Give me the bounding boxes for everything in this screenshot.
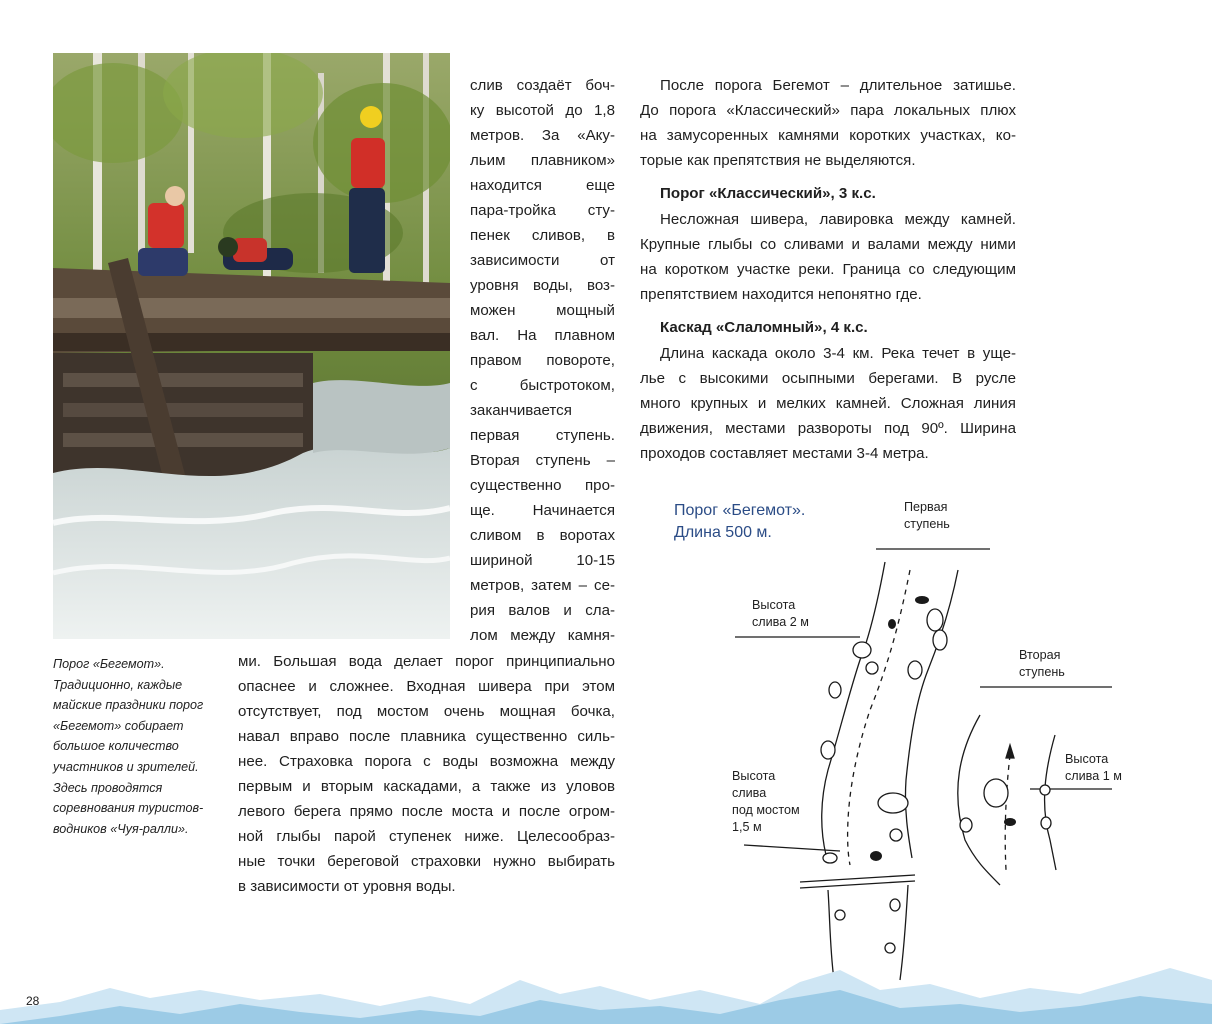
text-line: с быстротоком, (470, 377, 615, 394)
text-line: правом повороте, (470, 352, 615, 369)
text-line: рия валов и сла- (470, 602, 615, 619)
text-line: слив создаёт боч- (470, 77, 615, 94)
text-line: левого берега прямо после моста и после огром- (238, 803, 615, 820)
text-line: ми. Большая вода делает порог принципиально (238, 653, 615, 670)
narrow-text-column (470, 73, 615, 648)
text-line: ку высотой до 1,8 (470, 102, 615, 119)
text-line: в зависимости от уровня воды. (238, 878, 456, 895)
wide-text-column (238, 649, 615, 899)
label-line: ступень (1019, 665, 1065, 679)
text-line: зависимости от (470, 252, 615, 269)
rapid-photo (53, 53, 450, 639)
label-first-step (904, 499, 950, 533)
caption-line: соревнования туристов- (53, 801, 204, 816)
text-line: можен мощный (470, 302, 615, 319)
caption-line: участников и зрителей. (53, 759, 199, 774)
text-line: шириной 10-15 (470, 552, 615, 569)
label-line: под мостом (732, 803, 800, 817)
text-line: опаснее и сложнее. Входная шивера при этом (238, 678, 615, 695)
text-line: лом между камня- (470, 627, 615, 644)
label-line: 1,5 м (732, 820, 762, 834)
photo-caption (53, 654, 228, 839)
label-line: слива 1 м (1065, 769, 1122, 783)
text-line: проходов составляет местами 3-4 метра. (640, 445, 929, 462)
text-line: вал. На плавном (470, 327, 615, 344)
text-line: ные точки береговой страховки нужно выбирать (238, 853, 615, 870)
text-line: первая ступень. (470, 427, 615, 444)
label-line: Высота (752, 598, 796, 612)
caption-line: водников «Чуя-ралли». (53, 821, 189, 836)
mountain-footer (0, 960, 1212, 1024)
text-line: ще. Начинается (470, 502, 615, 519)
right-text-column (640, 73, 1016, 466)
text-line: находится еще (470, 177, 615, 194)
river-schematic (700, 540, 1120, 985)
text-line: пенек сливов, в (470, 227, 615, 244)
caption-line: «Бегемот» собирает (53, 718, 184, 733)
caption-line: Традиционно, каждые (53, 677, 183, 692)
label-line: Вторая (1019, 648, 1061, 662)
text-line: нее. Страховка порога с воды возможна между (238, 753, 615, 770)
label-line: Высота (1065, 752, 1109, 766)
text-line: пара-тройка сту- (470, 202, 615, 219)
caption-line: Порог «Бегемот». (53, 657, 165, 671)
label-line: ступень (904, 517, 950, 531)
text-line: лье с высокими осыпными берегами. В русле (640, 370, 1016, 387)
diagram-title-line: Длина 500 м. (674, 524, 772, 541)
section-heading-classic: Порог «Классический», 3 к.с. (660, 185, 876, 202)
text-line: После порога Бегемот – длительное затишье. (660, 77, 1016, 94)
text-line: торые как препятствия не выделяются. (640, 152, 916, 169)
text-line: движения, местами развороты под 90º. Ширина (640, 420, 1016, 437)
text-line: До порога «Классический» пара локальных плюх (640, 102, 1016, 119)
text-line: много крупных и мелких камней. Сложная линия (640, 395, 1016, 412)
text-line: существенно про- (470, 477, 615, 494)
text-line: ной глыбы парой ступенек ниже. Целесообраз- (238, 828, 615, 845)
caption-line: Здесь проводятся (53, 780, 163, 795)
text-line: Крупные глыбы со сливами и валами между ними (640, 236, 1016, 253)
diagram-title-line: Порог «Бегемот». (674, 502, 806, 519)
caption-line: майские праздники порог (53, 698, 204, 713)
label-line: Первая (904, 500, 948, 514)
label-line: Высота (732, 769, 776, 783)
text-line: Несложная шивера, лавировка между камней. (660, 211, 1016, 228)
text-line: отсутствует, под мостом очень мощная бочка, (238, 703, 615, 720)
text-line: навал вправо после плавника существенно силь- (238, 728, 615, 745)
label-line: слива (732, 786, 767, 800)
page-number: 28 (26, 994, 40, 1008)
text-line: метров, затем – се- (470, 577, 615, 594)
text-line: Вторая ступень – (470, 452, 615, 469)
text-line: препятствием находится непонятно где. (640, 286, 922, 303)
text-line: метров. За «Аку- (470, 127, 615, 144)
text-line: первым и вторым каскадами, а также из уловов (238, 778, 615, 795)
label-line: слива 2 м (752, 615, 809, 629)
section-heading-slalom: Каскад «Слаломный», 4 к.с. (660, 319, 868, 336)
text-line: на коротком участке реки. Граница со следующим (640, 261, 1016, 278)
text-line: на замусоренных камнями коротких участках, ко- (640, 127, 1016, 144)
text-line: заканчивается (470, 402, 572, 419)
text-line: льим плавником» (470, 152, 615, 169)
diagram-title (674, 500, 805, 544)
text-line: Длина каскада около 3-4 км. Река течет в уще- (660, 345, 1016, 362)
text-line: уровня воды, воз- (470, 277, 615, 294)
text-line: сливом в воротах (470, 527, 615, 544)
caption-line: большое количество (53, 739, 179, 754)
